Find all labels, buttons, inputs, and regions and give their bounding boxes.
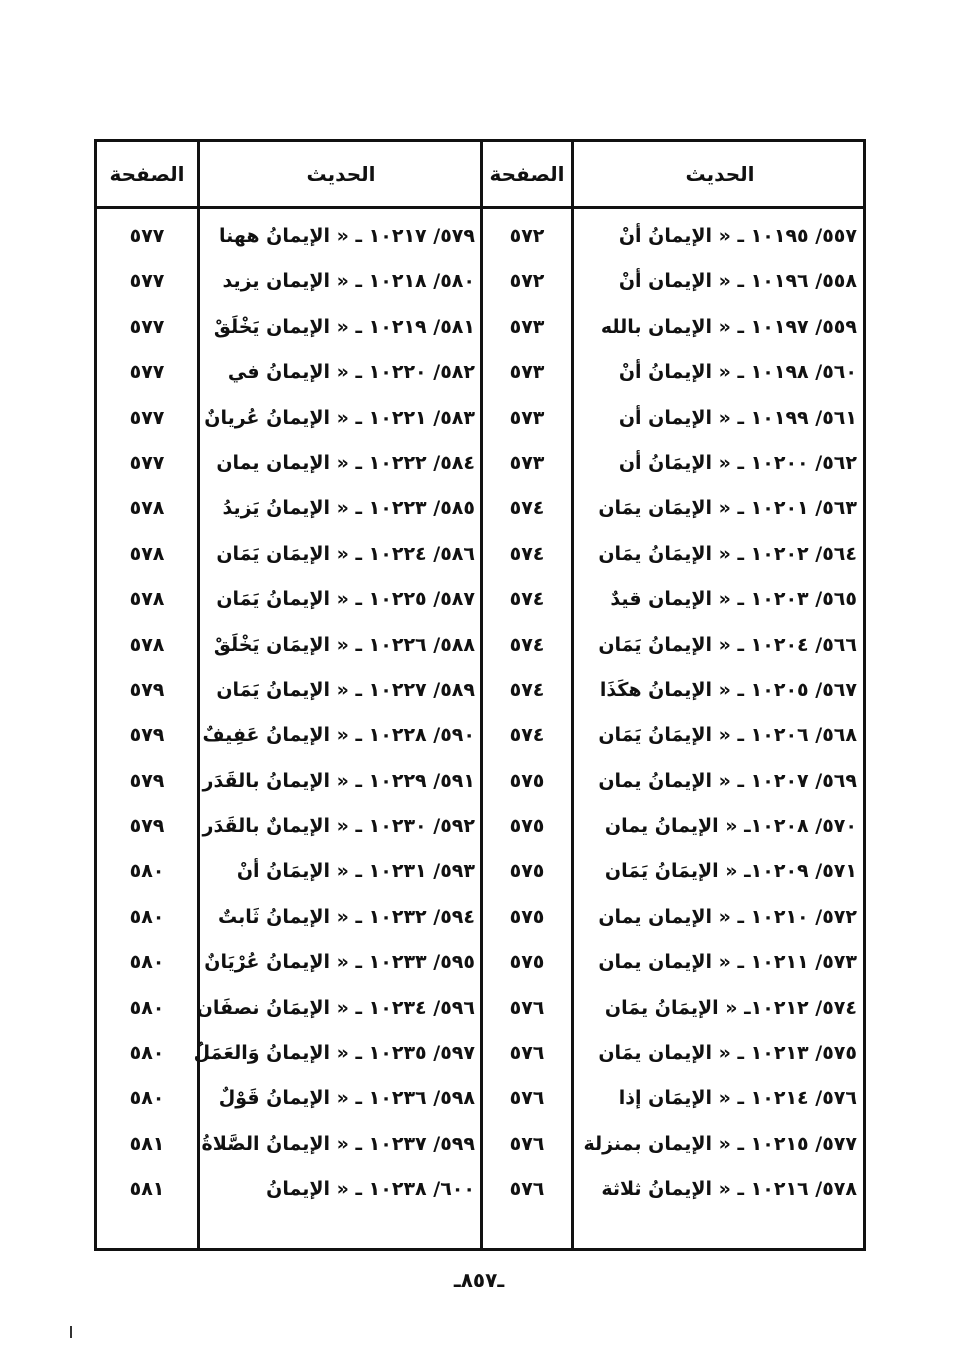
- table-row: [97, 1031, 483, 1076]
- hadith-entry: ٥٦١/ ١٠١٩٩ ـ « الإيمان أن: [618, 406, 857, 429]
- hadith-entry: ٥٦٧/ ١٠٢٠٥ ـ « الإيمانُ هكَذَا: [599, 678, 857, 701]
- table-row: [483, 486, 863, 531]
- hadith-entry: ٥٧٣/ ١٠٢١١ ـ « الإيمان يمان: [598, 951, 857, 974]
- table-row: [97, 350, 483, 395]
- page-ref: ٥٧٨: [129, 542, 165, 565]
- page-ref: ٥٧٧: [129, 315, 165, 338]
- page-ref: ٥٧٥: [509, 951, 545, 974]
- hadith-entry: ٥٦٥/ ١٠٢٠٣ ـ « الإيمان قيدٌ: [610, 588, 857, 611]
- page-number: ـ٨٥٧ـ: [453, 1268, 505, 1292]
- table-row: [483, 1122, 863, 1167]
- hadith-entry: ٦٠٠/ ١٠٢٣٨ ـ « الإيمانُ: [266, 1178, 475, 1201]
- hadith-entry: ٥٦٦/ ١٠٢٠٤ ـ « الإيمانُ يَمَان: [598, 633, 857, 656]
- table-row: [97, 1076, 483, 1121]
- page-ref: ٥٨٠: [129, 1042, 165, 1065]
- hadith-entry: ٥٦٣/ ١٠٢٠١ ـ « الإيمَان يمَان: [598, 497, 857, 520]
- page-ref: ٥٧٧: [129, 225, 165, 247]
- page-ref: ٥٧٦: [509, 1132, 545, 1155]
- table-row: [97, 396, 483, 441]
- table-row: [483, 668, 863, 713]
- page-ref: ٥٧٦: [509, 996, 545, 1019]
- table-row: [483, 350, 863, 395]
- hadith-entry: ٥٨٦/ ١٠٢٢٤ ـ « الإيمَان يَمَان: [216, 542, 475, 565]
- page-ref: ٥٧٧: [129, 270, 165, 293]
- table-row: [97, 940, 483, 985]
- hadith-entry: ٥٨٠/ ١٠٢١٨ ـ « الإيمان يزيد: [222, 270, 475, 293]
- hadith-entry: ٥٥٧/ ١٠١٩٥ ـ « الإيمانُ أنْ: [618, 225, 857, 247]
- table-row: [97, 668, 483, 713]
- table-row: [97, 1167, 483, 1212]
- table-row: [97, 986, 483, 1031]
- hadith-entry: ٥٨٨/ ١٠٢٢٦ ـ « الإيمَان يَخْلَقْ: [213, 633, 475, 656]
- header-divider: [97, 206, 863, 209]
- table-row: [97, 214, 483, 259]
- hadith-entry: ٥٧٠/ ١٠٢٠٨ـ « الإيمانُ يمان: [604, 815, 857, 838]
- hadith-entry: ٥٨٣/ ١٠٢٢١ ـ « الإيمانُ عُريانٌ: [204, 406, 475, 429]
- page-ref: ٥٧٥: [509, 905, 545, 928]
- page-ref: ٥٧٢: [509, 225, 545, 247]
- header-page-right: الصفحة: [489, 162, 565, 186]
- page-ref: ٥٧٧: [129, 361, 165, 384]
- page-ref: ٥٨٠: [129, 996, 165, 1019]
- hadith-entry: ٥٩٣/ ١٠٢٣١ ـ « الإيمَانُ أنْ: [236, 860, 475, 883]
- table-row: [97, 713, 483, 758]
- hadith-entry: ٥٧٩/ ١٠٢١٧ ـ « الإيمانُ ههنا: [218, 225, 475, 247]
- hadith-entry: ٥٥٩/ ١٠١٩٧ ـ « الإيمان بالله: [600, 315, 857, 338]
- table-row: [483, 1076, 863, 1121]
- page-ref: ٥٧٥: [509, 860, 545, 883]
- hadith-entry: ٥٩٧/ ١٠٢٣٥ ـ « الإيمانُ وَالعَمَلُ: [193, 1042, 475, 1065]
- page-ref: ٥٧٥: [509, 815, 545, 838]
- hadith-entry: ٥٩١/ ١٠٢٢٩ ـ « الإيمانُ بالقَدَر: [202, 769, 475, 792]
- hadith-entry: ٥٨٩/ ١٠٢٢٧ ـ « الإيمانُ يَمَان: [216, 678, 475, 701]
- table-row: [483, 849, 863, 894]
- hadith-entry: ٥٦٠/ ١٠١٩٨ ـ « الإيمانُ أنْ: [618, 361, 857, 384]
- page-ref: ٥٨٠: [129, 860, 165, 883]
- table-row: [483, 577, 863, 622]
- table-row: [97, 259, 483, 304]
- hadith-entry: ٥٧٥/ ١٠٢١٣ ـ « الإيمان يمَان: [598, 1042, 857, 1065]
- table-row: [483, 396, 863, 441]
- table-row: [97, 532, 483, 577]
- page-ref: ٥٧٧: [129, 406, 165, 429]
- page-ref: ٥٧٣: [509, 361, 545, 384]
- page-ref: ٥٨٠: [129, 905, 165, 928]
- table-row: [483, 895, 863, 940]
- right-half: [483, 142, 863, 1248]
- page-ref: ٥٧٣: [509, 451, 545, 474]
- table-row: [97, 1122, 483, 1167]
- hadith-entry: ٥٧٨/ ١٠٢١٦ ـ « الإيمانُ ثلاثة: [601, 1178, 857, 1201]
- table-row: [483, 713, 863, 758]
- hadith-entry: ٥٦٤/ ١٠٢٠٢ ـ « الإيمَانُ يمَان: [598, 542, 857, 565]
- table-row: [483, 1031, 863, 1076]
- page-ref: ٥٧٢: [509, 270, 545, 293]
- header-page-left: الصفحة: [109, 162, 185, 186]
- table-row: [483, 214, 863, 259]
- page-ref: ٥٧٥: [509, 769, 545, 792]
- table-row: [97, 623, 483, 668]
- page-ref: ٥٧٩: [129, 815, 165, 838]
- hadith-entry: ٥٩٨/ ١٠٢٣٦ ـ « الإيمانُ قَوْلٌ: [218, 1087, 475, 1110]
- hadith-entry: ٥٨٤/ ١٠٢٢٢ ـ « الإيمان يمان: [216, 451, 475, 474]
- page-ref: ٥٧٩: [129, 769, 165, 792]
- table-row: [483, 259, 863, 304]
- index-table: [94, 139, 866, 1251]
- page-ref: ٥٨١: [129, 1178, 165, 1201]
- hadith-entry: ٥٧٦/ ١٠٢١٤ ـ « الإيمَان إذا: [618, 1087, 857, 1110]
- table-row: [483, 940, 863, 985]
- hadith-entry: ٥٧١/ ١٠٢٠٩ـ « الإيمَانُ يَمَان: [604, 860, 857, 883]
- page-ref: ٥٨٠: [129, 1087, 165, 1110]
- page-ref: ٥٨٠: [129, 951, 165, 974]
- hadith-entry: ٥٧٤/ ١٠٢١٢ـ « الإيمَانُ يمَان: [604, 996, 857, 1019]
- table-row: [97, 804, 483, 849]
- page-ref: ٥٧٤: [509, 633, 545, 656]
- table-row: [97, 305, 483, 350]
- table-row: [483, 623, 863, 668]
- header-hadith-right: الحديث: [685, 162, 755, 186]
- margin-mark: [70, 1326, 72, 1338]
- hadith-entry: ٥٩٠/ ١٠٢٢٨ ـ « الإيمانُ عَفِيفٌ: [202, 724, 475, 747]
- page-ref: ٥٧٣: [509, 315, 545, 338]
- page-ref: ٥٧٤: [509, 678, 545, 701]
- table-row: [97, 441, 483, 486]
- table-row: [483, 441, 863, 486]
- page-ref: ٥٧٧: [129, 451, 165, 474]
- hadith-entry: ٥٩٩/ ١٠٢٣٧ ـ « الإيمانُ الصَّلاةُ: [201, 1132, 475, 1155]
- hadith-entry: ٥٦٨/ ١٠٢٠٦ ـ « الإيمَانُ يَمَان: [598, 724, 857, 747]
- table-row: [483, 759, 863, 804]
- rows-right: [483, 214, 863, 1213]
- table-row: [483, 804, 863, 849]
- page-ref: ٥٧٩: [129, 724, 165, 747]
- header-hadith-left: الحديث: [306, 162, 376, 186]
- page-ref: ٥٧٦: [509, 1087, 545, 1110]
- page-ref: ٥٧٤: [509, 542, 545, 565]
- table-row: [97, 849, 483, 894]
- left-half: [97, 142, 483, 1248]
- table-row: [483, 532, 863, 577]
- hadith-entry: ٥٨٧/ ١٠٢٢٥ ـ « الإيمانُ يَمَان: [216, 588, 475, 611]
- hadith-entry: ٥٦٩/ ١٠٢٠٧ ـ « الإيمانُ يمان: [598, 769, 857, 792]
- page-ref: ٥٧٤: [509, 497, 545, 520]
- page-ref: ٥٧٦: [509, 1042, 545, 1065]
- hadith-entry: ٥٩٦/ ١٠٢٣٤ ـ « الإيمَانُ نصفَان: [196, 996, 475, 1019]
- hadith-entry: ٥٨٥/ ١٠٢٢٣ ـ « الإيمانُ يَزيدُ: [222, 497, 475, 520]
- page-ref: ٥٧٣: [509, 406, 545, 429]
- page-ref: ٥٨١: [129, 1132, 165, 1155]
- hadith-entry: ٥٥٨/ ١٠١٩٦ ـ « الإيمان أنْ: [618, 270, 857, 293]
- hadith-entry: ٥٦٢/ ١٠٢٠٠ ـ « الإيمَانُ أن: [618, 451, 857, 474]
- page-ref: ٥٧٤: [509, 724, 545, 747]
- page-ref: ٥٧٨: [129, 588, 165, 611]
- hadith-entry: ٥٨١/ ١٠٢١٩ ـ « الإيمان يَخْلَقْ: [213, 315, 475, 338]
- page-ref: ٥٧٩: [129, 678, 165, 701]
- page-ref: ٥٧٨: [129, 497, 165, 520]
- table-row: [97, 759, 483, 804]
- hadith-entry: ٥٩٢/ ١٠٢٣٠ ـ « الإيمانٌ بالقَدَر: [202, 815, 475, 838]
- table-row: [97, 895, 483, 940]
- table-row: [483, 986, 863, 1031]
- hadith-entry: ٥٨٢/ ١٠٢٢٠ ـ « الإيمانُ في: [227, 361, 475, 384]
- page-ref: ٥٧٤: [509, 588, 545, 611]
- hadith-entry: ٥٩٤/ ١٠٢٣٢ ـ « الإيمانُ ثَابتٌ: [218, 905, 475, 928]
- rows-left: [97, 214, 483, 1213]
- table-row: [483, 305, 863, 350]
- page-ref: ٥٧٨: [129, 633, 165, 656]
- table-row: [97, 577, 483, 622]
- table-row: [97, 486, 483, 531]
- hadith-entry: ٥٧٢/ ١٠٢١٠ ـ « الإيمان يمان: [598, 905, 857, 928]
- hadith-entry: ٥٧٧/ ١٠٢١٥ ـ « الإيمان بمنزلة: [583, 1132, 857, 1155]
- hadith-entry: ٥٩٥/ ١٠٢٣٣ ـ « الإيمانُ عُرْيَانٌ: [204, 951, 475, 974]
- page-ref: ٥٧٦: [509, 1178, 545, 1201]
- table-row: [483, 1167, 863, 1212]
